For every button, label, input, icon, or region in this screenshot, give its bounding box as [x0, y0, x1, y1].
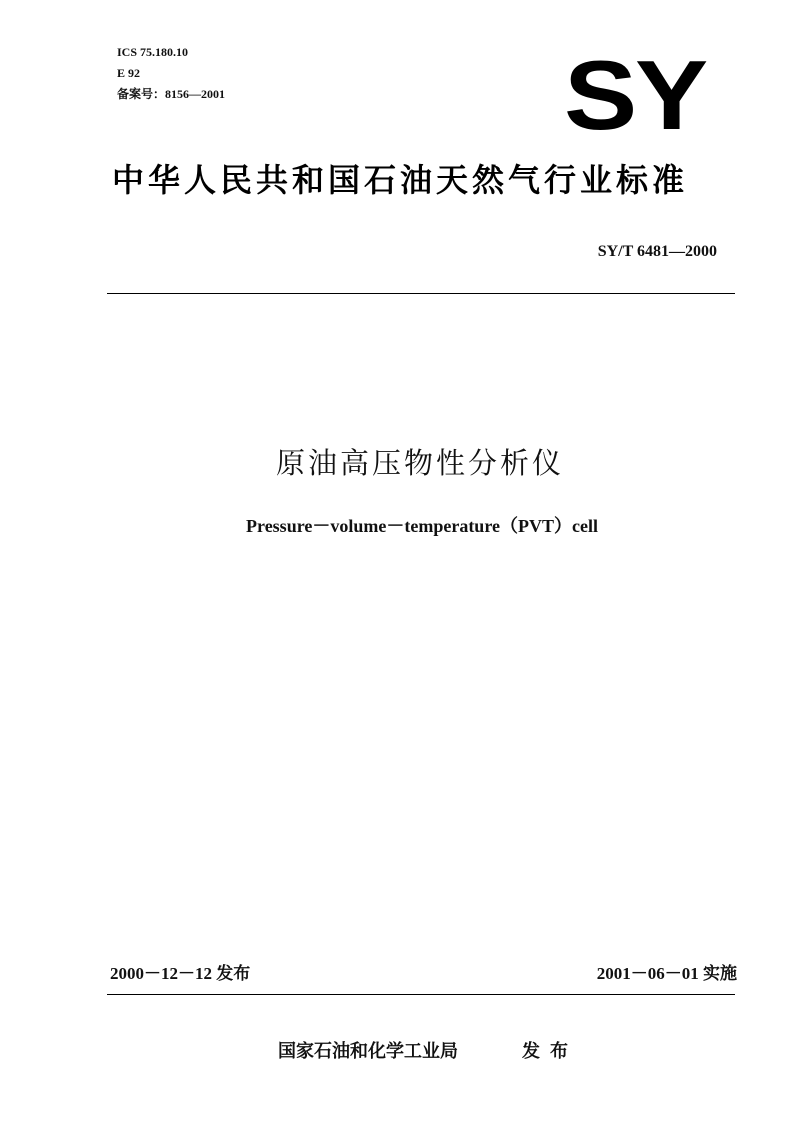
publish-label: 发布: [522, 1041, 578, 1062]
ccs-code: E 92: [117, 66, 141, 80]
industry-standard-title: 中华人民共和国石油天然气行业标准: [111, 161, 688, 199]
effective-date: 2001－06－01 实施: [596, 964, 737, 983]
top-divider: [107, 293, 735, 294]
document-title-english: Pressure－volume－temperature（PVT）cell: [246, 516, 598, 536]
classification-block: [117, 42, 225, 105]
standard-number: SY/T 6481—2000: [597, 243, 717, 260]
ics-code: ICS 75.180.10: [117, 45, 189, 59]
issue-date: 2000－12－12 发布: [110, 964, 251, 983]
record-number: 备案号：8156—2001: [117, 87, 226, 101]
document-title-chinese: 原油高压物性分析仪: [275, 446, 564, 480]
sy-logo: SY: [564, 40, 706, 150]
bottom-divider: [107, 994, 735, 995]
publisher-name: 国家石油和化学工业局: [278, 1041, 458, 1062]
